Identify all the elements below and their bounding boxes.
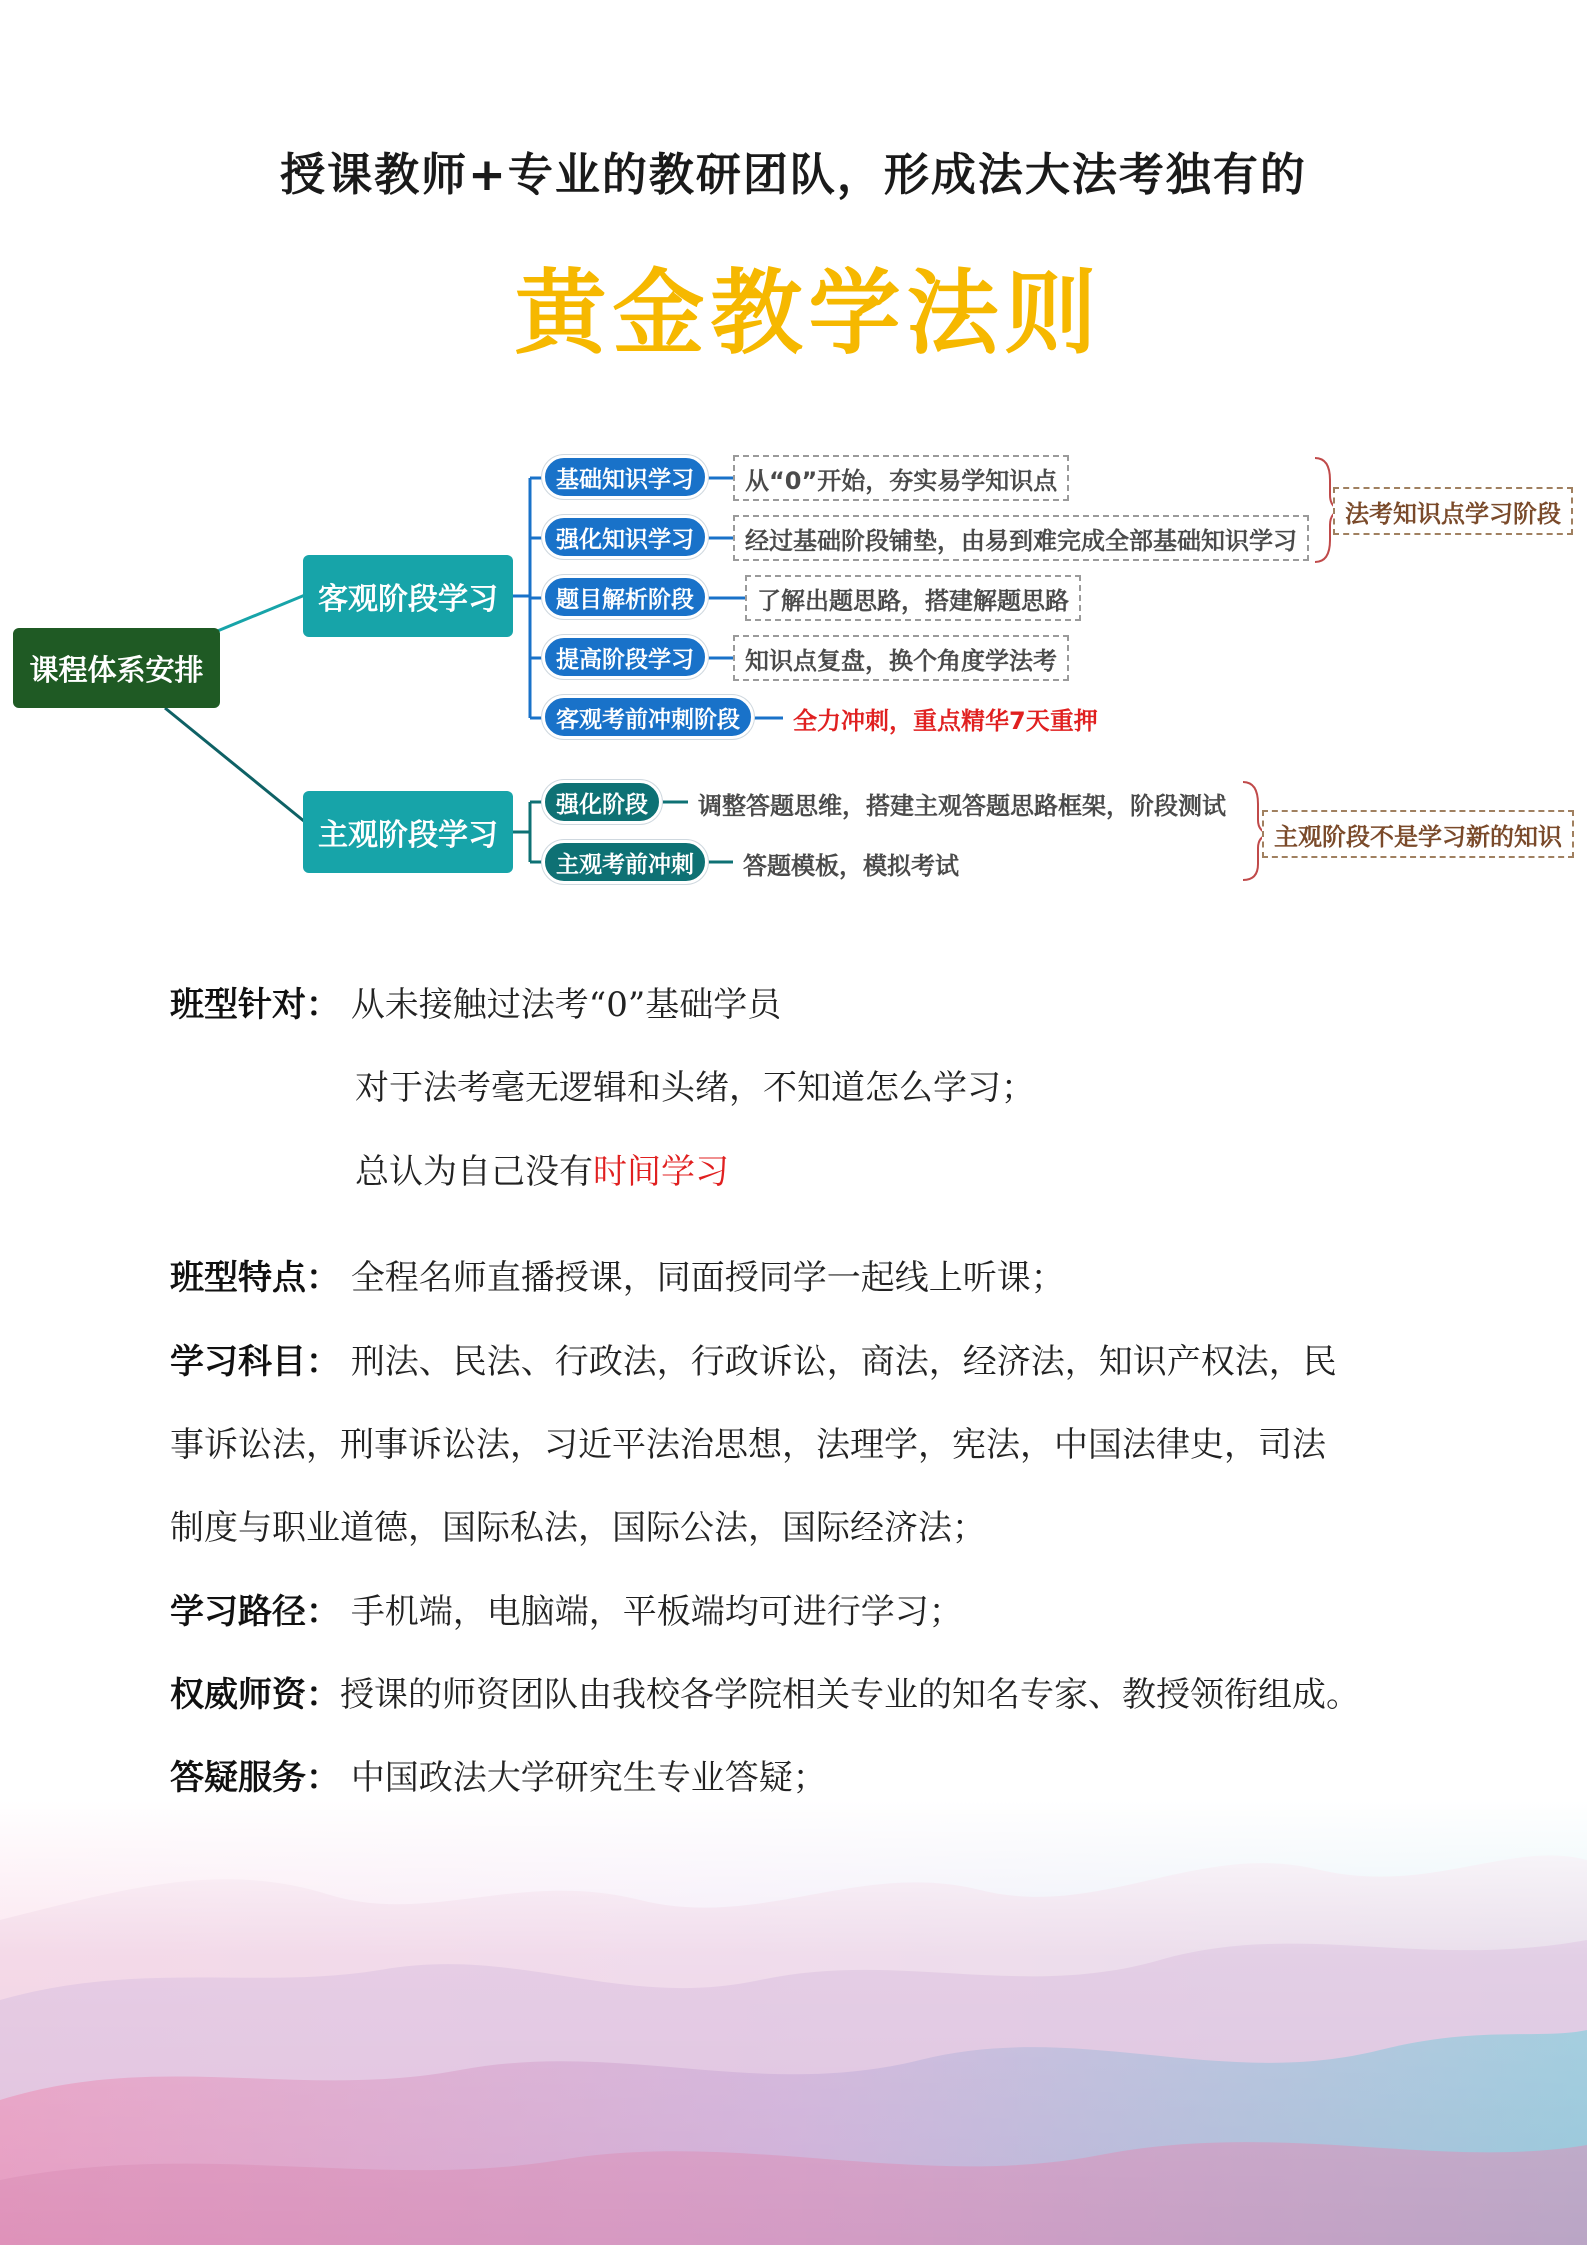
note-subjective-intensive: 调整答题思维，搭建主观答题思路框架，阶段测试 xyxy=(688,780,1236,826)
path-row xyxy=(170,1592,963,1632)
path-text: 手机端，电脑端，平板端均可进行学习； xyxy=(350,1592,963,1632)
bracket-note-subjective: 主观阶段不是学习新的知识 xyxy=(1262,810,1574,858)
target-line-3-row xyxy=(355,1152,729,1192)
bracket-note-objective: 法考知识点学习阶段 xyxy=(1333,487,1573,535)
target-line-1: 从未接触过法考“0”基础学员 xyxy=(350,985,782,1025)
qa-label: 答疑服务： xyxy=(170,1758,340,1798)
target-row xyxy=(170,985,781,1025)
features-row xyxy=(170,1258,1065,1298)
mindmap-connectors xyxy=(0,0,1587,900)
pill-question-analysis: 题目解析阶段 xyxy=(542,575,708,619)
qa-text: 中国政法大学研究生专业答疑； xyxy=(350,1758,827,1798)
pill-basic-knowledge: 基础知识学习 xyxy=(542,455,708,499)
qa-row xyxy=(170,1758,827,1798)
objective-stage-node: 客观阶段学习 xyxy=(303,555,513,637)
faculty-label: 权威师资： xyxy=(170,1675,340,1715)
pill-objective-sprint: 客观考前冲刺阶段 xyxy=(542,695,754,739)
target-label: 班型针对： xyxy=(170,985,340,1025)
target-highlight: 时间学习 xyxy=(593,1152,729,1192)
target-line-3: 总认为自己没有 xyxy=(355,1152,593,1192)
mindmap-root: 课程体系安排 xyxy=(13,628,220,708)
subjects-label: 学习科目： xyxy=(170,1342,340,1382)
note-basic-knowledge: 从“0”开始，夯实易学知识点 xyxy=(733,455,1069,501)
pill-improvement: 提高阶段学习 xyxy=(542,635,708,679)
subjects-row xyxy=(170,1342,1337,1382)
note-intensive-knowledge: 经过基础阶段铺垫，由易到难完成全部基础知识学习 xyxy=(733,515,1309,561)
features-text: 全程名师直播授课，同面授同学一起线上听课； xyxy=(350,1258,1065,1298)
subjective-stage-node: 主观阶段学习 xyxy=(303,791,513,873)
features-label: 班型特点： xyxy=(170,1258,340,1298)
faculty-row xyxy=(170,1675,1360,1715)
header-subtitle: 授课教师+专业的教研团队，形成法大法考独有的 xyxy=(280,148,1307,201)
note-objective-sprint: 全力冲刺，重点精华7天重押 xyxy=(783,695,1108,741)
target-line-2: 对于法考毫无逻辑和头绪，不知道怎么学习； xyxy=(355,1068,1035,1108)
note-subjective-sprint: 答题模板，模拟考试 xyxy=(733,840,969,886)
subjects-line-1: 刑法、民法、行政法，行政诉讼，商法，经济法，知识产权法，民 xyxy=(350,1342,1337,1382)
note-improvement: 知识点复盘，换个角度学法考 xyxy=(733,635,1069,681)
subjects-line-3: 制度与职业道德，国际私法，国际公法，国际经济法； xyxy=(170,1508,986,1548)
mountain-background-image xyxy=(0,1800,1587,2245)
path-label: 学习路径： xyxy=(170,1592,340,1632)
pill-subjective-intensive: 强化阶段 xyxy=(542,780,662,824)
subjects-line-2: 事诉讼法，刑事诉讼法，习近平法治思想，法理学，宪法，中国法律史，司法 xyxy=(170,1425,1326,1465)
faculty-text: 授课的师资团队由我校各学院相关专业的知名专家、教授领衔组成。 xyxy=(340,1675,1360,1715)
header-title: 黄金教学法则 xyxy=(514,260,1103,367)
pill-subjective-sprint: 主观考前冲刺 xyxy=(542,840,708,884)
pill-intensive-knowledge: 强化知识学习 xyxy=(542,515,708,559)
note-question-analysis: 了解出题思路，搭建解题思路 xyxy=(745,575,1081,621)
